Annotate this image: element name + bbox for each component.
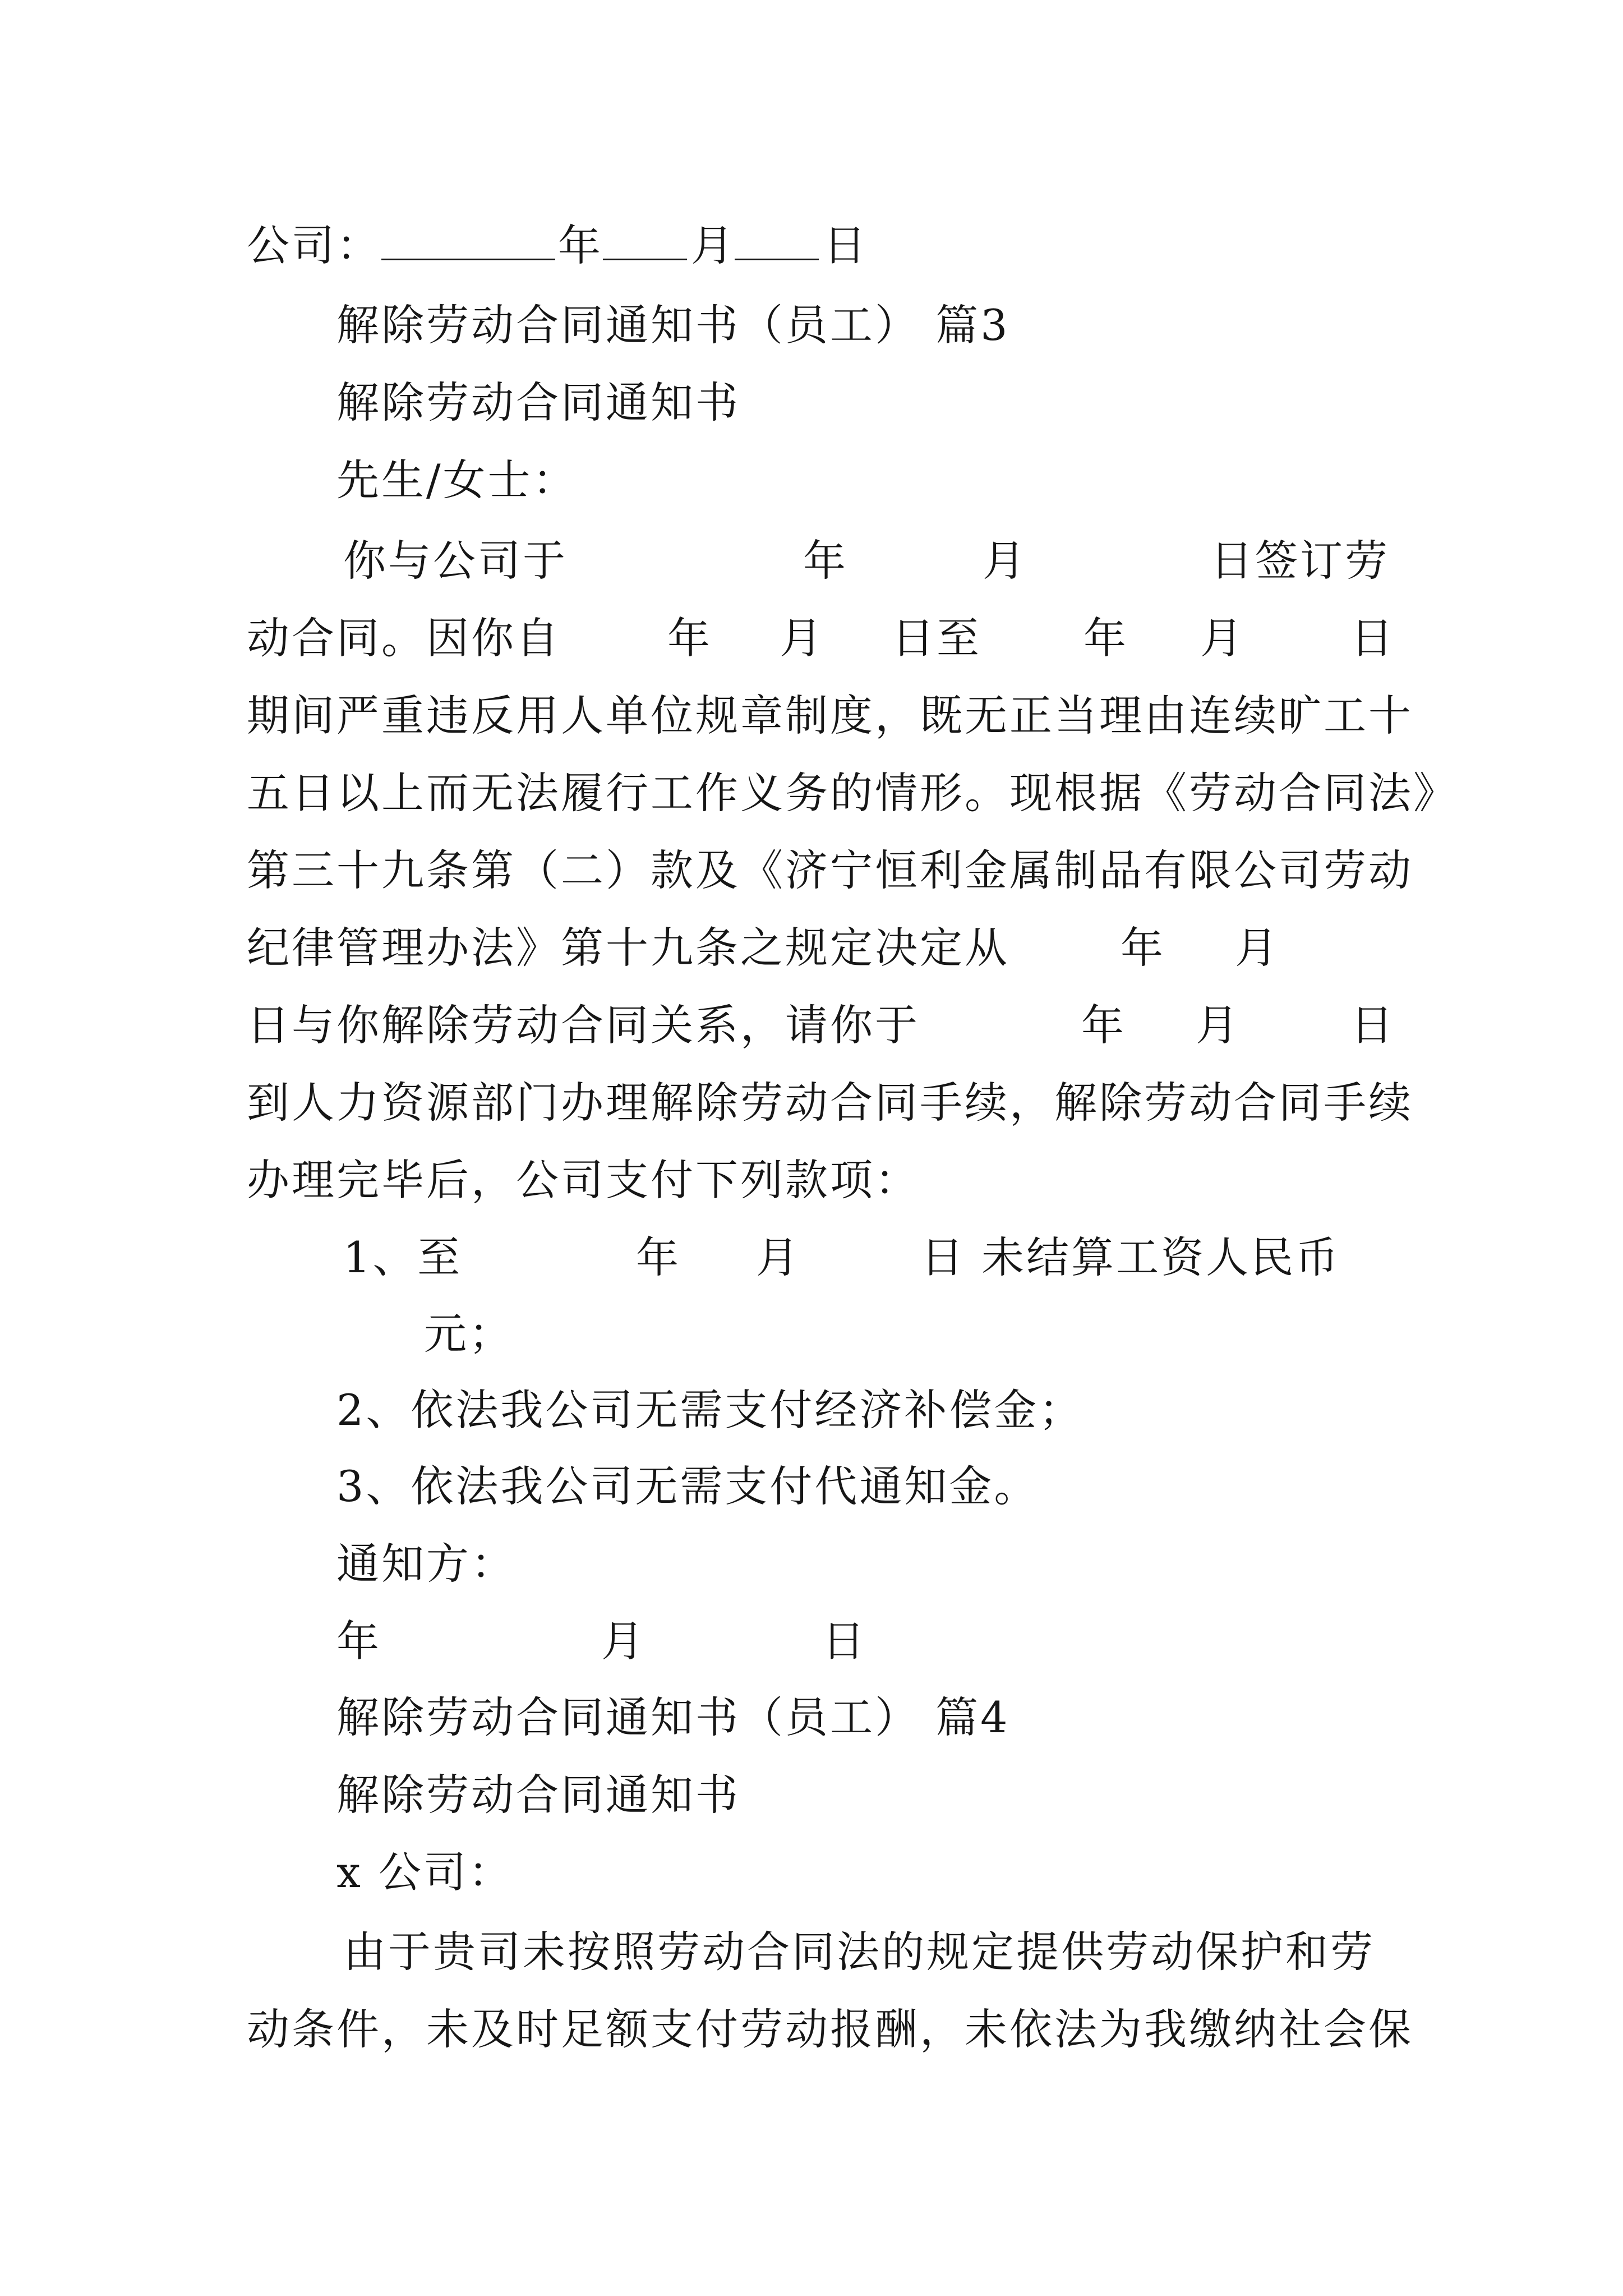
- paragraph-line: 纪律管理办法》第十九条之规定决定从 年 月: [247, 923, 1280, 973]
- notifier-label: 通知方：: [336, 1539, 516, 1589]
- list-item: 1、至 年 月 日 未结算工资人民币: [343, 1232, 1341, 1282]
- list-item: 3、依法我公司无需支付代通知金。: [336, 1461, 1039, 1511]
- signature-line: [0, 218, 1623, 274]
- paragraph-line: 到人力资源部门办理解除劳动合同手续，解除劳动合同手续: [247, 1078, 1413, 1128]
- paragraph-line: 由于贵司未按照劳动合同法的规定提供劳动保护和劳: [343, 1927, 1375, 1977]
- section4-title: 解除劳动合同通知书: [336, 1770, 740, 1820]
- section3-title: 解除劳动合同通知书: [336, 378, 740, 427]
- year-blank: [603, 218, 687, 274]
- company-label: 公司：: [247, 220, 381, 270]
- date-line: 年 月 日: [336, 1616, 867, 1666]
- section4-salutation: x 公司：: [336, 1847, 514, 1897]
- paragraph-line: 你与公司于 年 月 日签订劳: [343, 536, 1390, 586]
- section3-heading: 解除劳动合同通知书（员工） 篇3: [336, 300, 1010, 350]
- paragraph-line: 期间严重违反用人单位规章制度，既无正当理由连续旷工十: [247, 691, 1413, 740]
- paragraph-line: 动合同。因你自 年 月 日至 年 月 日: [247, 613, 1395, 663]
- paragraph-line: 第三十九条第（二）款及《济宁恒利金属制品有限公司劳动: [247, 845, 1413, 895]
- paragraph-line: 日与你解除劳动合同关系，请你于 年 月 日: [247, 1000, 1395, 1050]
- month-blank: [735, 218, 819, 274]
- month-label: 月: [691, 220, 736, 270]
- list-item-continuation: 元；: [424, 1309, 514, 1359]
- section4-heading: 解除劳动合同通知书（员工） 篇4: [336, 1692, 1010, 1742]
- paragraph-line: 五日以上而无法履行工作义务的情形。现根据《劳动合同法》: [247, 768, 1458, 818]
- year-label: 年: [558, 220, 603, 270]
- list-item: 2、依法我公司无需支付经济补偿金；: [336, 1385, 1084, 1435]
- paragraph-line: 动条件，未及时足额支付劳动报酬，未依法为我缴纳社会保: [247, 2004, 1413, 2054]
- day-label: 日: [823, 220, 868, 270]
- section3-salutation: 先生/女士：: [336, 455, 578, 505]
- paragraph-line: 办理完毕后，公司支付下列款项：: [247, 1155, 920, 1205]
- company-blank: [381, 218, 555, 274]
